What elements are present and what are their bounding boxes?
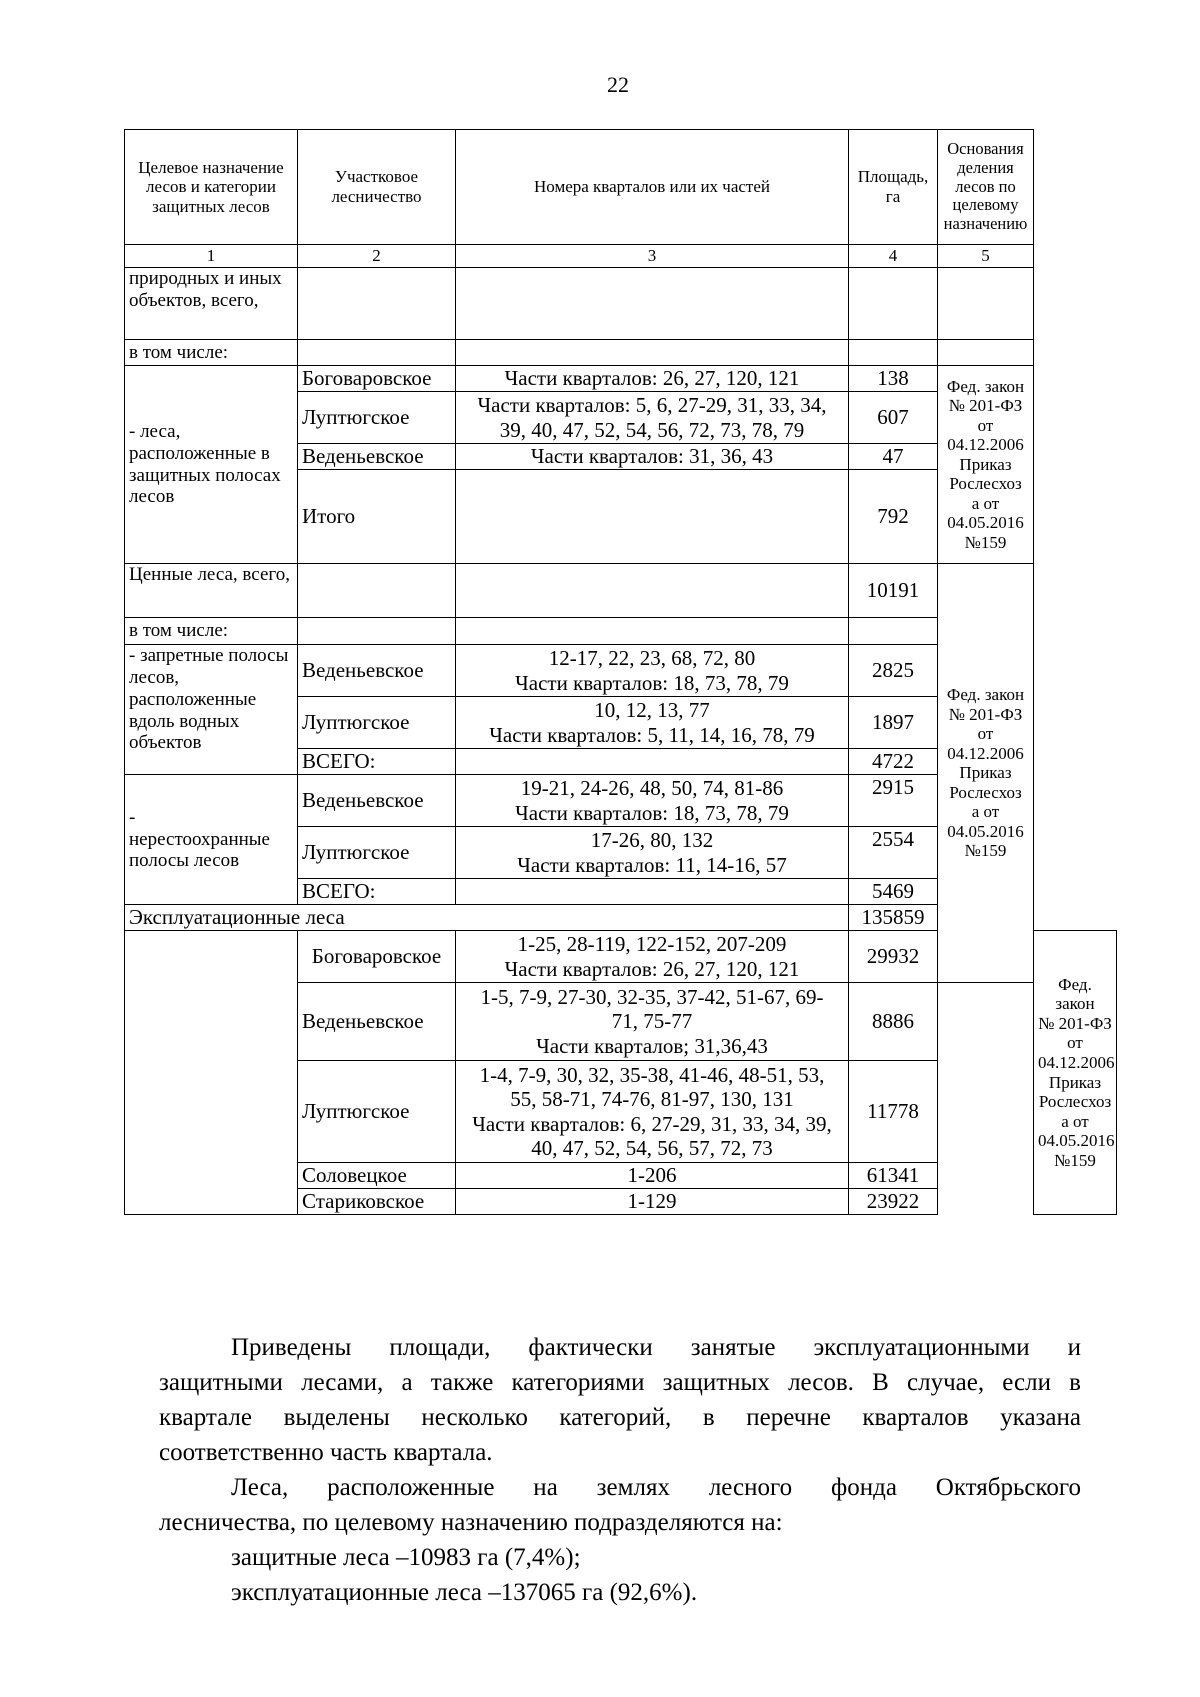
paragraph-1	[159, 1330, 1081, 1435]
basis-line: 04.12.2006	[1038, 1052, 1115, 1072]
area-value: 5469	[849, 879, 938, 905]
col-number: 1	[125, 245, 298, 268]
category-label	[125, 775, 298, 905]
forestry-name: Веденьевское	[298, 444, 456, 470]
basis-line: №159	[964, 841, 1007, 861]
quarters-line: 40, 47, 52, 54, 56, 57, 72, 73	[531, 1135, 773, 1160]
basis-line: 04.05.2016	[947, 513, 1024, 533]
quarters	[456, 775, 849, 827]
category-label: природных и иных объектов, всего,	[125, 268, 298, 340]
quarters: 1-129	[456, 1189, 849, 1215]
forest-purpose-table	[124, 129, 1117, 1215]
header-basis: Основания деления лесов по целевому назначению	[938, 130, 1034, 245]
header-quarters: Номера кварталов или их частей	[456, 130, 849, 245]
forestry-name: Луптюгское	[298, 392, 456, 444]
forestry-name: Луптюгское	[298, 1061, 456, 1163]
category-label: Эксплуатационные леса	[125, 905, 849, 931]
table-header-row	[125, 130, 1117, 245]
table-row	[125, 366, 1117, 392]
quarters-line: 1-4, 7-9, 30, 32, 35-38, 41-46, 48-51, 53,	[479, 1063, 825, 1088]
forestry-name: Луптюгское	[298, 697, 456, 749]
area-value: 138	[849, 366, 938, 392]
quarters	[456, 697, 849, 749]
category-dash: -	[129, 806, 136, 828]
paragraph-line: защитными лесами, а также категориями защитных лесов. В случае, если в	[159, 1369, 1081, 1396]
header-forestry: Участковое лесничество	[298, 130, 456, 245]
quarters: Части кварталов: 31, 36, 43	[456, 444, 849, 470]
quarters	[456, 931, 849, 983]
forestry-name: Боговаровское	[298, 931, 456, 983]
quarters-line: 17-26, 80, 132	[590, 828, 714, 853]
basis-line: Фед. закон	[946, 685, 1025, 705]
basis-line: №159	[964, 532, 1007, 552]
col-number: 5	[938, 245, 1034, 268]
quarters-line: 19-21, 24-26, 48, 50, 74, 81-86	[520, 776, 784, 801]
basis-line: № 201-ФЗ	[1038, 1013, 1112, 1033]
paragraph-line: квартале выделены несколько категорий, в перечне кварталов указана	[159, 1404, 1081, 1431]
forestry-name: Веденьевское	[298, 645, 456, 697]
page-number: 22	[607, 72, 629, 97]
quarters-line: 12-17, 22, 23, 68, 72, 80	[548, 646, 756, 671]
forestry-name: Соловецкое	[298, 1163, 456, 1189]
basis-line: Рослесхоз	[1038, 1092, 1112, 1112]
quarters-line: Части кварталов: 6, 27-29, 31, 33, 34, 39,	[472, 1111, 832, 1136]
area-value: 4722	[849, 749, 938, 775]
basis-line: №159	[1054, 1150, 1096, 1170]
col-number: 2	[298, 245, 456, 268]
basis-line: а от	[971, 802, 1000, 822]
quarters	[456, 827, 849, 879]
category-label: - запретные полосы лесов, расположенные вдоль водных объектов	[125, 645, 298, 775]
basis-line: Приказ	[1048, 1072, 1102, 1092]
quarters-line: Части кварталов: 11, 14-16, 57	[517, 852, 787, 877]
basis-line: Рослесхоз	[949, 474, 1022, 494]
category-label: в том числе:	[125, 618, 298, 645]
basis-cell	[938, 366, 1034, 564]
quarters-line: Части кварталов: 18, 73, 78, 79	[515, 670, 789, 695]
forestry-name: Веденьевское	[298, 983, 456, 1061]
paragraph-2: Леса, расположенные на землях лесного фонда Октябрьского	[231, 1474, 1081, 1501]
quarters-line: Части кварталов; 31,36,43	[536, 1033, 768, 1058]
basis-line: № 201-ФЗ	[948, 396, 1023, 416]
area-value: 1897	[849, 697, 938, 749]
area-value: 2915	[849, 775, 938, 827]
paragraph-1-end: соответственно часть квартала.	[159, 1439, 493, 1466]
quarters	[456, 1061, 849, 1163]
category-label: в том числе:	[125, 340, 298, 366]
header-purpose: Целевое назначение лесов и категории защитных лесов	[125, 130, 298, 245]
table-row	[125, 340, 1117, 366]
quarters-line: Части кварталов: 5, 11, 14, 16, 78, 79	[489, 722, 815, 747]
area-value: 2825	[849, 645, 938, 697]
basis-line: Приказ	[959, 763, 1012, 783]
col-number: 4	[849, 245, 938, 268]
category-label: Ценные леса, всего,	[125, 564, 298, 618]
basis-line: 04.12.2006	[947, 743, 1024, 763]
basis-line: № 201-ФЗ	[948, 704, 1023, 724]
area-value: 792	[849, 470, 938, 564]
basis-line: 04.05.2016	[1038, 1131, 1115, 1151]
basis-cell	[938, 564, 1034, 983]
area-value: 8886	[849, 983, 938, 1061]
basis-line: от	[1067, 1033, 1083, 1053]
quarters: 1-206	[456, 1163, 849, 1189]
forestry-name: Луптюгское	[298, 827, 456, 879]
forestry-name: Веденьевское	[298, 775, 456, 827]
basis-line: Рослесхоз	[949, 782, 1022, 802]
quarters-line: 1-5, 7-9, 27-30, 32-35, 37-42, 51-67, 69-	[480, 985, 824, 1010]
basis-line: от	[977, 724, 994, 744]
exploitation-forest-item: эксплуатационные леса –137065 га (92,6%).	[231, 1579, 698, 1606]
basis-line: 04.12.2006	[947, 435, 1024, 455]
basis-line: а от	[1061, 1111, 1089, 1131]
forestry-name: Итого	[298, 470, 456, 564]
basis-line: Приказ	[959, 454, 1012, 474]
area-value: 607	[849, 392, 938, 444]
basis-line: а от	[971, 493, 1000, 513]
quarters-line: 71, 75-77	[611, 1009, 693, 1034]
quarters-line: Части кварталов: 26, 27, 120, 121	[504, 956, 800, 981]
quarters-line: 1-25, 28-119, 122-152, 207-209	[517, 932, 787, 957]
paragraph-line: Приведены площади, фактически занятые эксплуатационными и	[231, 1334, 1081, 1361]
table-row	[125, 564, 1117, 618]
basis-line: Фед. закон	[1055, 974, 1095, 1014]
paragraph-2-end: лесничества, по целевому назначению подразделяются на:	[159, 1509, 783, 1536]
area-value: 29932	[849, 931, 938, 983]
forestry-name: Боговаровское	[298, 366, 456, 392]
area-value: 135859	[849, 905, 938, 931]
col-number: 3	[456, 245, 849, 268]
quarters-line: Части кварталов: 5, 6, 27-29, 31, 33, 34,	[477, 393, 827, 418]
quarters-line: 10, 12, 13, 77	[594, 698, 710, 723]
quarters	[456, 983, 849, 1061]
forestry-name: ВСЕГО:	[298, 879, 456, 905]
category-label: - леса, расположенные в защитных полосах лесов	[125, 366, 298, 564]
quarters	[456, 645, 849, 697]
basis-cell	[1034, 931, 1117, 1215]
protective-forest-item: защитные леса –10983 га (7,4%);	[231, 1544, 581, 1571]
area-value: 61341	[849, 1163, 938, 1189]
area-value: 2554	[849, 827, 938, 879]
quarters-line: 39, 40, 47, 52, 54, 56, 72, 73, 78, 79	[499, 417, 805, 442]
area-value: 10191	[849, 564, 938, 618]
quarters-line: 55, 58-71, 74-76, 81-97, 130, 131	[510, 1087, 794, 1112]
quarters	[456, 392, 849, 444]
forestry-name: Стариковское	[298, 1189, 456, 1215]
quarters-line: Части кварталов: 18, 73, 78, 79	[515, 800, 789, 825]
basis-line: 04.05.2016	[947, 821, 1024, 841]
area-value: 47	[849, 444, 938, 470]
forestry-name: ВСЕГО:	[298, 749, 456, 775]
basis-line: Фед. закон	[946, 376, 1025, 396]
column-number-row	[125, 245, 1117, 268]
table-row	[125, 268, 1117, 340]
area-value: 11778	[849, 1061, 938, 1163]
quarters: Части кварталов: 26, 27, 120, 121	[456, 366, 849, 392]
header-area: Площадь, га	[849, 130, 938, 245]
category-text: нерестоохранные полосы лесов	[129, 828, 270, 872]
basis-line: от	[977, 415, 994, 435]
area-value: 23922	[849, 1189, 938, 1215]
